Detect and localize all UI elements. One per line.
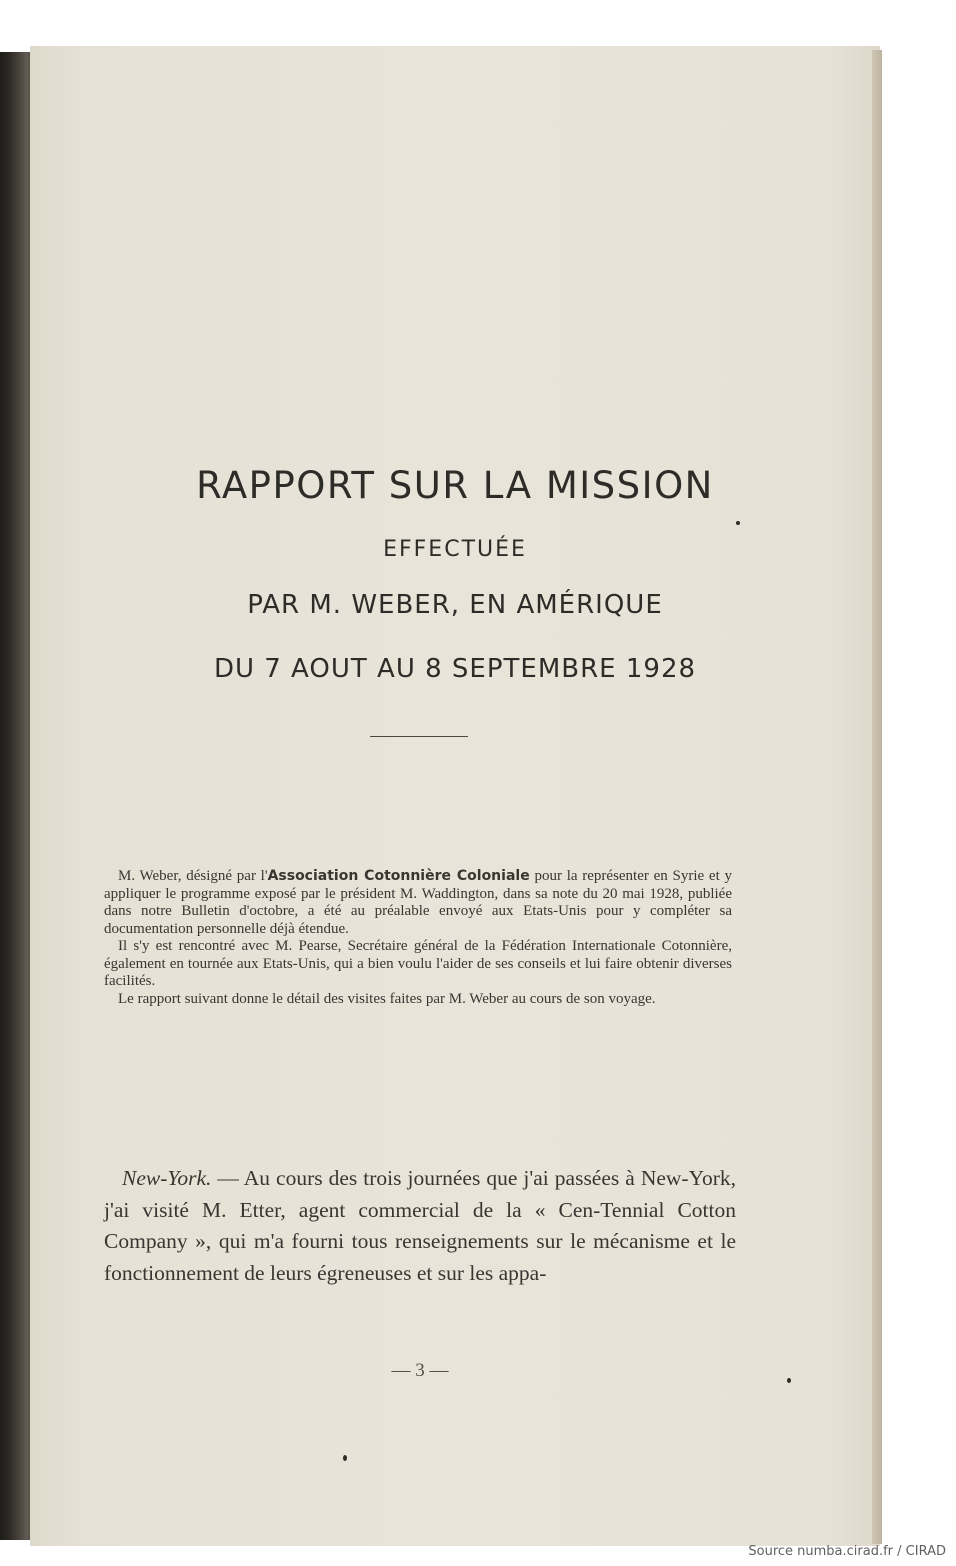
intro-p1-after: pour la représenter en Syrie et y appliquer le programme exposé par le président M. Waddington, dans sa note du 20 mai 1928, publiée dans notre Bulletin d'octobre, a été au préalable envoyé aux Etats-Unis pour y compléter sa documentation personnelle déjà étendue. bbox=[104, 868, 733, 937]
ink-speck bbox=[343, 1455, 347, 1461]
intro-note bbox=[104, 868, 732, 1008]
page-edge bbox=[872, 50, 882, 1544]
title-line-1: RAPPORT SUR LA MISSION bbox=[196, 464, 714, 507]
title-divider bbox=[370, 736, 468, 737]
intro-p1-before: M. Weber, désigné par l' bbox=[118, 868, 268, 884]
intro-paragraph-2: Il s'y est rencontré avec M. Pearse, Secrétaire général de la Fédération Internationale Cotonnière, également en tournée aux Etats-Unis, qui a bien voulu l'aider de ses conseils et lui faire obtenir diverses facilités. bbox=[104, 938, 732, 989]
body-place-heading: New-York. bbox=[122, 1166, 212, 1190]
document-page bbox=[30, 46, 880, 1546]
title-line-4: DU 7 AOUT AU 8 SEPTEMBRE 1928 bbox=[213, 654, 697, 684]
page-number: — 3 — bbox=[391, 1360, 449, 1381]
intro-paragraph-1 bbox=[104, 868, 732, 938]
title-line-3: PAR M. WEBER, EN AMÉRIQUE bbox=[247, 590, 663, 620]
source-credit: Source numba.cirad.fr / CIRAD bbox=[748, 1544, 946, 1559]
ink-speck bbox=[787, 1378, 791, 1383]
association-name: Association Cotonnière Coloniale bbox=[267, 868, 530, 884]
body-paragraph bbox=[104, 1163, 736, 1289]
title-line-2: EFFECTUÉE bbox=[383, 537, 527, 562]
book-binding bbox=[0, 52, 30, 1540]
intro-paragraph-3: Le rapport suivant donne le détail des visites faites par M. Weber au cours de son voyage. bbox=[118, 990, 656, 1007]
ink-speck bbox=[736, 521, 740, 525]
body-paragraph-text: — Au cours des trois journées que j'ai passées à New-York, j'ai visité M. Etter, agent commercial de la « Cen-Tennial Cotton Company », qui m'a fourni tous renseignements sur le mécanisme et le fonctionnement de leurs égreneuses et sur les appa- bbox=[104, 1166, 736, 1285]
